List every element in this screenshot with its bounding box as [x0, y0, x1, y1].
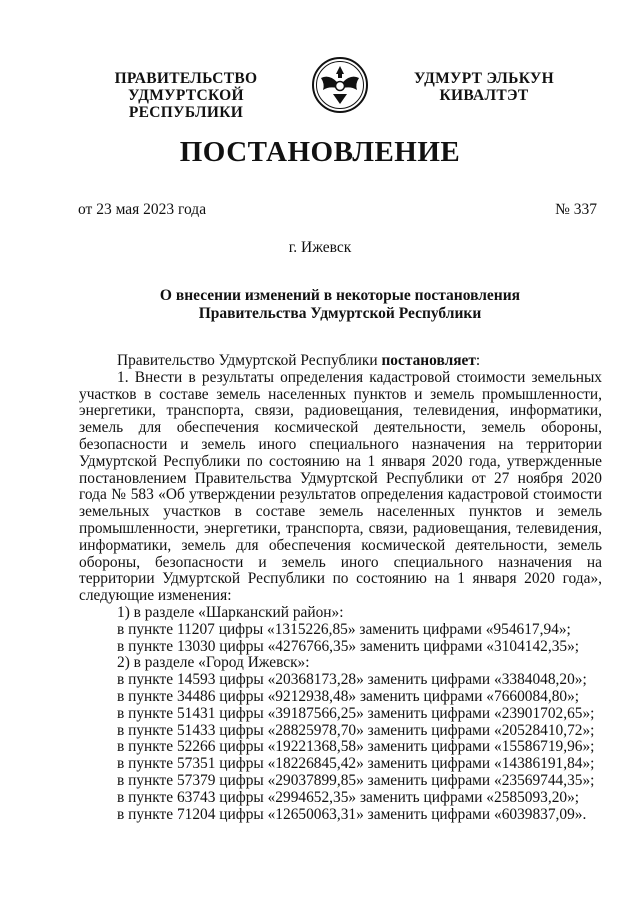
document-city: г. Ижевск	[288, 239, 352, 256]
list-item: 1) в разделе «Шарканский район»:	[117, 603, 344, 621]
government-name-line1: ПРАВИТЕЛЬСТВО	[114, 70, 258, 87]
document-title: ПОСТАНОВЛЕНИЕ	[179, 136, 461, 168]
changes-list	[79, 605, 602, 823]
intro-colon: :	[475, 352, 481, 369]
coat-of-arms-icon	[311, 56, 369, 114]
government-name-russian	[70, 70, 302, 121]
list-item: в пункте 13030 цифры «4276766,35» заменить цифрами «3104142,35»;	[117, 637, 580, 655]
list-item: в пункте 51431 цифры «39187566,25» заменить цифрами «23901702,65»;	[117, 704, 595, 722]
government-name-udmurt-line1: УДМУРТ ЭЛЬКУН	[414, 70, 554, 87]
list-item: в пункте 71204 цифры «12650063,31» заменить цифрами «6039837,09».	[117, 805, 587, 823]
list-item: в пункте 57379 цифры «29037899,85» заменить цифрами «23569744,35»;	[117, 771, 595, 789]
subject-line2: Правительства Удмуртской Республики	[198, 304, 482, 322]
government-name-line2: УДМУРТСКОЙ РЕСПУБЛИКИ	[128, 87, 244, 121]
document-body	[79, 353, 602, 823]
list-item: в пункте 63743 цифры «2994652,35» заменить цифрами «2585093,20»;	[117, 788, 580, 806]
subject-line1: О внесении изменений в некоторые постановления	[159, 287, 521, 304]
intro-paragraph	[79, 353, 602, 370]
intro-text: Правительство Удмуртской Республики	[117, 352, 382, 369]
document-subject	[80, 287, 600, 322]
government-name-udmurt	[395, 70, 573, 104]
document-number: № 337	[555, 201, 597, 218]
government-name-udmurt-line2: КИВАЛТЭТ	[439, 87, 529, 104]
list-item: в пункте 14593 цифры «20368173,28» заменить цифрами «3384048,20»;	[117, 671, 587, 689]
list-item: в пункте 51433 цифры «28825978,70» заменить цифрами «20528410,72»;	[117, 721, 595, 739]
document-date: от 23 мая 2023 года	[78, 201, 207, 218]
list-item: в пункте 57351 цифры «18226845,42» заменить цифрами «14386191,84»;	[117, 755, 595, 773]
list-item: в пункте 11207 цифры «1315226,85» заменить цифрами «954617,94»;	[117, 620, 571, 638]
list-item: 2) в разделе «Город Ижевск»:	[117, 654, 310, 672]
paragraph-1: 1. Внести в результаты определения кадастровой стоимости земельных участков в составе земель населенных пунктов и земель промышленности, энергетики, транспорта, связи, радиовещания, телевидения, информатики, земель для обеспечения космической деятельности, земель обороны, безопасности и земель иного специального назначения на территории Удмуртской Республики по состоянию на 1 января 2020 года, утвержденные постановлением Правительства Удмуртской Республики от 27 ноября 2020 года № 583 «Об утверждении результатов определения кадастровой стоимости земельных участков в составе земель населенных пунктов и земель промышленности, энергетики, транспорта, связи, радиовещания, телевидения, информатики, земель для обеспечения космической деятельности, земель обороны, безопасности и земель иного специального назначения на территории Удмуртской Республики по состоянию на 1 января 2020 года», следующие изменения:	[79, 368, 602, 605]
list-item: в пункте 52266 цифры «19221368,58» заменить цифрами «15586719,96»;	[117, 738, 595, 756]
intro-bold-word: постановляет	[381, 352, 476, 369]
list-item: в пункте 34486 цифры «9212938,48» заменить цифрами «7660084,80»;	[117, 687, 580, 705]
